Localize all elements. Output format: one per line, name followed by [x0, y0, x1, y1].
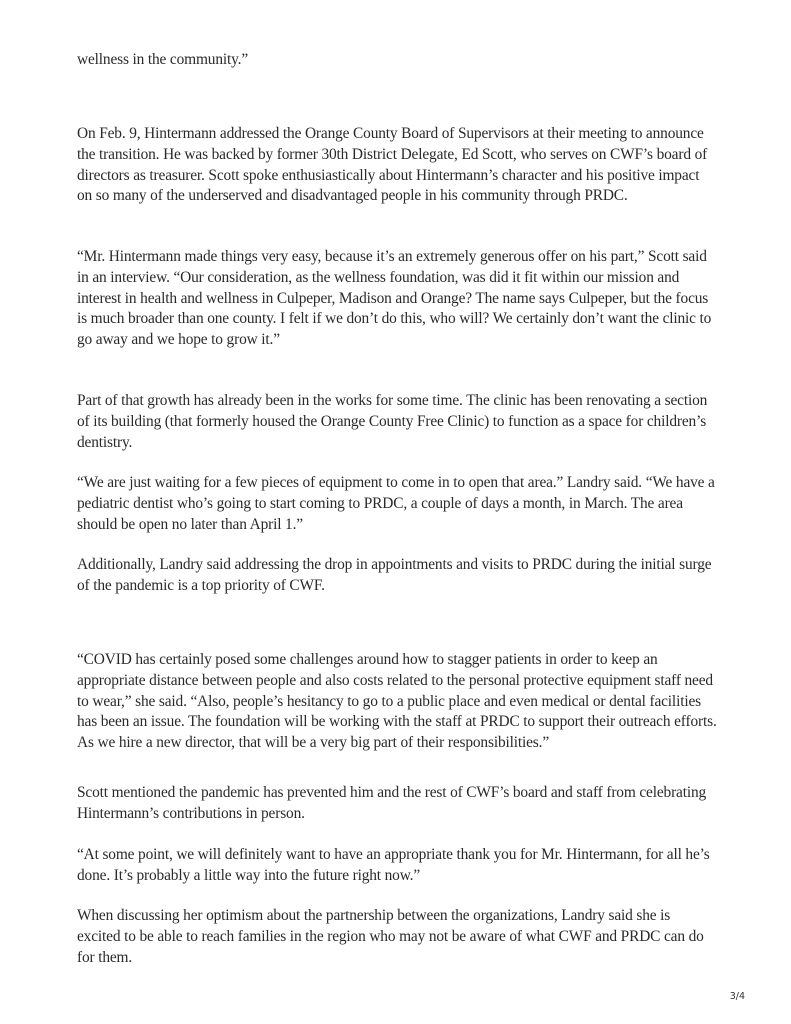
paragraph: [77, 124, 717, 207]
paragraph: [77, 783, 717, 825]
page-number: 3/4: [729, 991, 745, 1002]
paragraph: [77, 473, 717, 535]
paragraph-text: wellness in the community.”: [77, 51, 249, 68]
paragraph: [77, 50, 717, 71]
paragraph: [77, 555, 717, 597]
paragraph-text: “Mr. Hintermann made things very easy, because it’s an extremely generous offer on his part,” Scott said in an interview. “Our consideration, as the wellness foundation, was did it fit within our mission and interest in health and wellness in Culpeper, Madison and Orange? The name says Culpeper, but the focus is much broader than one county. I felt if we don’t do this, who will? We certainly don’t want the clinic to go away and we hope to grow it.”: [77, 248, 712, 349]
paragraph-text: On Feb. 9, Hintermann addressed the Orange County Board of Supervisors at their meeting to announce the transition. He was backed by former 30th District Delegate, Ed Scott, who serves on CWF’s board of directors as treasurer. Scott spoke enthusiastically about Hintermann’s character and his positive impact on so many of the underserved and disadvantaged people in his community through PRDC.: [77, 125, 708, 205]
paragraph: [77, 906, 717, 968]
paragraph-text: “COVID has certainly posed some challenges around how to stagger patients in order to keep an appropriate distance between people and also costs related to the personal protective equipment staff need to wear,” she said. “Also, people’s hesitancy to go to a public place and even medical or dental facilities has been an issue. The foundation will be working with the staff at PRDC to support their outreach efforts. As we hire a new director, that will be a very big part of their responsibilities.”: [77, 651, 717, 752]
paragraph-text: “At some point, we will definitely want to have an appropriate thank you for Mr. Hintermann, for all he’s done. It’s probably a little way into the future right now.”: [77, 846, 710, 884]
paragraph: [77, 650, 717, 754]
paragraph: [77, 845, 717, 887]
paragraph-text: “We are just waiting for a few pieces of equipment to come in to open that area.” Landry said. “We have a pediatric dentist who’s going to start coming to PRDC, a couple of days a month, in March. The area should be open no later than April 1.”: [77, 474, 715, 533]
paragraph-text: Part of that growth has already been in the works for some time. The clinic has been renovating a section of its building (that formerly housed the Orange County Free Clinic) to function as a space for children’s dentistry.: [77, 392, 708, 451]
paragraph: [77, 391, 717, 453]
paragraph-text: Additionally, Landry said addressing the drop in appointments and visits to PRDC during the initial surge of the pandemic is a top priority of CWF.: [77, 556, 712, 594]
paragraph-text: Scott mentioned the pandemic has prevented him and the rest of CWF’s board and staff from celebrating Hintermann’s contributions in person.: [77, 784, 707, 822]
paragraph-text: When discussing her optimism about the partnership between the organizations, Landry said she is excited to be able to reach families in the region who may not be aware of what CWF and PRDC can do for them.: [77, 907, 704, 966]
paragraph: [77, 247, 717, 351]
